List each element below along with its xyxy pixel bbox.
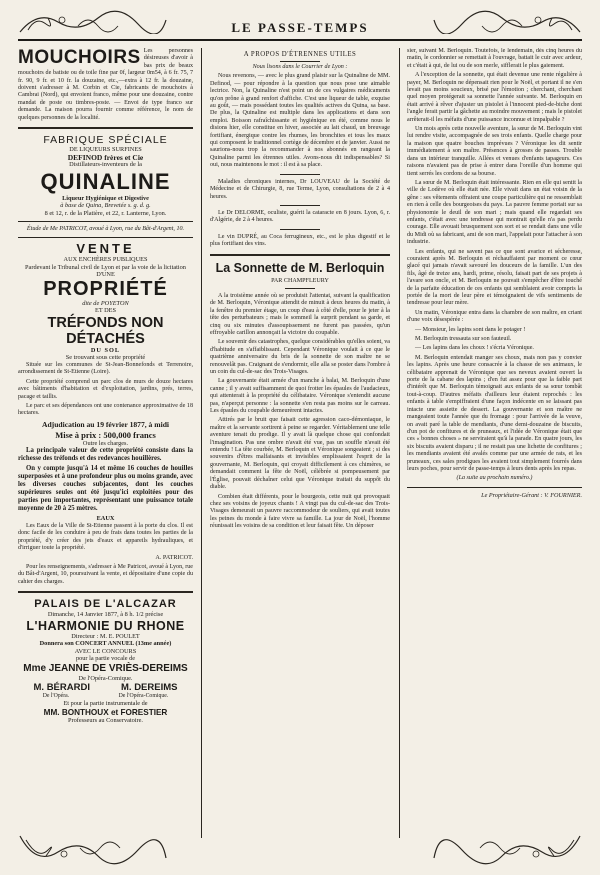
propos-heading: A PROPOS D'ÉTRENNES UTILES (243, 51, 357, 58)
berardi-name: M. BÉRARDI (33, 682, 90, 694)
vente-ad (18, 226, 193, 586)
concours-line: AVEC LE CONCOURS (74, 647, 137, 655)
et-des-line: ET DES (94, 307, 117, 315)
divider (18, 591, 193, 593)
story-paragraph: M. Berloquin tressauta sur son fauteuil. (415, 336, 512, 343)
dune-line: D'UNE (96, 271, 115, 279)
artists-row (18, 682, 193, 693)
quinaline-address: 8 et 12, r. de la Platière, et 22, r. Lanterne, Lyon. (44, 209, 167, 217)
adjudication-line: Adjudication au 19 février 1877, à midi (41, 419, 170, 429)
jeanne-heading: Mme JEANNE DE VRIÈS-DEREIMS (23, 662, 188, 674)
delorme-notice: Le Dr DELORME, oculiste, guérit la cataracte en 8 jours. Lyon, 6, r. d'Algérie, de 2 à 4 heures. (210, 209, 390, 224)
encheres-line: AUX ENCHÈRES PUBLIQUES (63, 256, 148, 264)
divider (285, 288, 315, 289)
directeur-line: Directeur : M. E. POULET (71, 632, 140, 640)
harmonie-heading: L'HARMONIE DU RHONE (26, 618, 185, 633)
outre-line: Outre les charges. (82, 439, 129, 447)
opera-comique-line: De l'Opéra-Comique. (78, 674, 133, 682)
header-ornament-right-icon (432, 8, 582, 34)
story-paragraph: A l'exception de la sonnette, qui était devenue une rente régulière à payer, M. Berloquin ne dépensait rien pour le Noël, et portant il ne s'en levait pas moins soucieux, brisé par l'émotion ; cherchant, cherchant quel moyen protégerait sa sonnette l'année suivante. M. Berloquin en était arrivé à rêver d'ajuster un pistolet à l'innocent pied-de-biche dont l'angle ferait partir la gâchette au moindre mouvement ; mais le pistolet arrêterait-il les méfaits d'une puissance inconnue et impalpable ? (407, 72, 582, 123)
courrier-line: Nous lisons dans le Courrier de Lyon : (252, 64, 348, 70)
story-paragraph: La gouvernante était armée d'un manche à balai, M. Berloquin d'une canne ; il y avait suffisamment de quoi frotter les épaules de l'audacieux, qui attenterait à la propriété du célibataire. Véronique s'entendit aucune pas, n'aperçut personne : la sonnette s'en resta pas moins sur le carreau. Les épaules du coupable demeurèrent intactes. (210, 378, 390, 415)
gerant-line: Le Propriétaire-Gérant : V. FOURNIER. (481, 491, 582, 499)
story-paragraph: — Les lapins dans les choux ! s'écria Véronique. (415, 345, 534, 352)
alcazar-ad (18, 598, 193, 724)
etude-line: Étude de Me PATRICOT, avoué à Lyon, rue du Bât-d'Argent, 10. (26, 226, 185, 233)
concert-line: Donnera son CONCERT ANNUEL (13me année) (39, 640, 172, 648)
suite-line: (La suite au prochain numéro.) (456, 475, 533, 482)
liqueurs-subheading: DE LIQUEURS SURFINES (69, 146, 142, 154)
divider (280, 61, 320, 62)
couches-text: On y compte jusqu'à 14 et même 16 couches de houilles superposées et à une profondeur plus ou moins grande, avec les diverses couches subjacentes, dont les couches supérieures seules ont été jusqu'ici exploitées pour des parties peu importantes, représentant une puissance totale moyenne de 20 à 25 mètres. (18, 465, 193, 513)
du-sol-line: DU SOL (90, 346, 121, 354)
eaux-heading: EAUX (96, 515, 115, 523)
mouchoirs-text: Les personnes désireuses d'avoir à bas prix de beaux mouchoirs de batiste ou de toile fine par 0f, largeur 0m54, à 6 fr. 75, 7 fr. 90, 9 fr. et 10 fr. la douzaine, etc.,—extra à 12 fr. la douzaine, doivent s'adresser à M. Corbin et Cie, fabricants de mouchoirs à Cambrai (Nord), qui envoient franco, même pour une douzaine, contre mandat de poste ou timbres-poste. — Envoi de type franco sur demande. La maison pourra fournir comme référence, le nom de quelques personnes de la localité. (18, 48, 193, 121)
propriete-heading: PROPRIÉTÉ (43, 277, 168, 300)
story-paragraph: A la troisième année où se produisit l'attentat, suivant la qualification de M. Berloquin, Véronique attendit de minuit à deux heures du matin, à la fenêtre du premier étage, un coup d'eau à côté d'elle, pour le jeter à la tête des perturbateurs ; mais le sommeil la surprit pendant sa garde, et cinq ou six minutes d'assoupissement ne furent pas passées, qu'un effroyable carillon annonçait la victoire du coupable. (210, 292, 390, 336)
sonnette-heading: La Sonnette de M. Berloquin (215, 260, 385, 275)
dupre-notice: Le vin DUPRÉ, au Coca ferrugineux, etc., est le plus digestif et le plus fortifiant des vins. (210, 233, 390, 248)
artists-sub-row (18, 693, 193, 700)
column-divider (201, 48, 202, 838)
column-articles (210, 48, 390, 788)
story-paragraph: La sœur de M. Berloquin était intéressante. Rien en elle qui sentit la ville de Lodève où elle était née. Elle vivait dans un état voisin de la gêne : ses vêtements offraient une coupe particulière qui ne ressemblait en rien à celle des bourgeoises du pays. La pauvre femme portait sur sa physionomie le deuil de son mari ; mais quand elle regardait ses enfants, c'était avec une tendresse qui montrait qu'elle n'a pas perdu courage. Elle avouait brusquement son sort et se rendait dans une ville du Midi où sa fabricant, ami de son mari, l'appelait pour l'attacher à son industrie. (407, 179, 582, 246)
berardi-sub: De l'Opéra. (42, 693, 70, 700)
footer-ornament-right-icon (432, 832, 582, 868)
pour-line: pour la partie vocale de (75, 655, 136, 663)
divider (18, 127, 193, 129)
divider (407, 487, 582, 488)
maladies-notice: Maladies chroniques internes, Dr LOUVEAU de la Société de Médecine et de Chirurgie, 8, rue Terme, Lyon, consultations de 2 à 4 heures. (210, 178, 390, 200)
valeur-text: La principale valeur de cette propriété consiste dans la richesse des tréfonds et des redevances houillères. (18, 447, 193, 463)
base-line: à base de Quina, Brevetée s. g. d. g. (60, 202, 151, 210)
quinaline-ad (18, 134, 193, 217)
quinaline-heading: QUINALINE (40, 168, 171, 194)
monthoux-heading: MM. BONTHOUX et FORESTIER (43, 707, 168, 717)
definod-name: DEFINOD frères et Cie (67, 152, 144, 162)
situees-line: Se trouvant sous cette propriété (65, 354, 146, 362)
divider (18, 237, 193, 238)
story-paragraph: Combien était différents, pour le bourgeois, cette nuit qui provoquait chez ses voisins de joyeux chants ! A vingt pas du cul-de-sac des Trois-Visages demeurait un pauvre raccommodeur de souliers, qui avait toutes les peines du monde à faire vivre sa famille. La jour de Noël, l'homme réunissait les voisins de sa condition et leur faisait fête. Un déposer (210, 493, 390, 530)
trefonds-heading: TRÉFONDS NON DÉTACHÉS (47, 314, 164, 347)
author-line: PAR CHAMPFLEURY (271, 277, 329, 284)
patricot-sign: A. PATRICOT. (155, 554, 193, 562)
composition-text: Cette propriété comprend un parc clos de murs de douze hectares avec bâtiments d'habitation et d'exploitation, jardins, prés, terres, pacage et taillis. (18, 378, 193, 400)
story-paragraph: Un matin, Véronique entra dans la chambre de son maître, en criant d'une voix désespérée : (407, 309, 582, 324)
story-paragraph: M. Berloquin entendait manger ses choux, mais non pas y convier les lapins. Après une heure consacrée à la chasse de ses animaux, le célibataire apprenait de Véronique que ses neveux avaient ouvert la porte de la cabane des lapins ; d'en fut assez pour que la faible part d'intérêt que M. Berloquin témoignait aux enfants de sa sœur tombât tout-à-coup. D'autres méfaits d'ailleurs leur étaient reprochés : les enfants à table s'empiffraient d'une façon indécente en se laissant pas intacte une assiette de dessert. La gouvernante et son maître ne mangeaient toute l'année que du fromage : pour l'arrivée de la veuve, on avait paré la table de mendiants, d'une demi-douzaine de biscuits, d'un pot de confitures et de pruneaux, et l'idée de Véronique était que ces « bonnes choses » ne serviraient qu'à la parade. En quatre jours, les six biscuits avaient disparu ; il ne restait pas une lichette de confitures ; les mendiants avaient été avalés comme par une armée de rats, et les pruneaux, ces sales prodigues les avaient tout simplement fourrés dans leurs poches, pour servir de passe-temps à leurs dents après les repas. (407, 354, 582, 472)
newspaper-page (18, 8, 582, 868)
story-paragraph: Les enfants, qui ne savent pas ce que sont avarice et sécheresse, couraient après M. Berloquin et réchauffaient par moment ce cœur glacé qui jamais n'avait savouré les douceurs de la famille. L'un des fils, âgé de treize ans, hardi, prime, résolu, faisait part de ses projets à l'avare son oncle, et M. Berloquin ne pouvait s'empêcher d'être touché de la parfaite éducation de ces enfants qui semblaient avoir compris la portée de la mort de leur père et témoignaient de vifs sentiments de tendresse pour leur mère. (407, 248, 582, 307)
renseignements-text: Pour les renseignements, s'adresser à Me Patricot, avoué à Lyon, rue du Bât-d'Argent, 10, poursuivant la vente, et dépositaire d'une copie du cahier des charges. (18, 563, 193, 585)
dereims-sub: De l'Opéra-Comique. (118, 693, 169, 700)
page-header (18, 8, 582, 44)
tribunal-line: Pardevant le Tribunal civil de Lyon et par la voie de la licitation (25, 263, 186, 271)
header-rule (18, 39, 582, 41)
story-paragraph: sier, suivant M. Berloquin. Toutefois, le lendemain, dès cinq heures du matin, le cordonnier se remettait à l'ouvrage, battait le cuir avec ardeur, et c'était à qui, de lui ou de son merle, sifflerait le plus gaiement. (407, 48, 582, 69)
column-advertisements (18, 48, 193, 788)
divider (280, 229, 320, 230)
story-paragraph: — Monsieur, les lapins sont dans le potager ! (415, 326, 526, 333)
liqueur-tonique-line: Liqueur Hygiénique et Digestive (62, 194, 149, 202)
alcazar-heading: PALAIS DE L'ALCAZAR (34, 598, 177, 611)
situation-text: Située sur les communes de St-Jean-Bonnefonds et Terrenoire, arrondissement de St-Etienne (Loire). (18, 361, 193, 376)
parc-text: Le parc et ses dépendances ont une contenance approximative de 18 hectares. (18, 403, 193, 417)
footer-ornament-left-icon (18, 832, 168, 868)
vente-heading: VENTE (76, 241, 135, 257)
dite-line: dite de POYETON (82, 299, 129, 307)
distillateurs-line: Distillateurs-inventeurs de la (69, 161, 142, 169)
divider (210, 254, 390, 256)
divider (280, 205, 320, 206)
dereims-name: M. DEREIMS (121, 682, 178, 694)
page-title: LE PASSE-TEMPS (231, 20, 369, 35)
divider (280, 174, 320, 175)
mouchoirs-ad (18, 48, 193, 122)
instrumentale-line: Et pour la partie instrumentale de (63, 700, 148, 708)
mise-a-prix-line: Mise à prix : 500,000 francs (55, 429, 156, 440)
story-paragraph: Un mois après cette nouvelle aventure, la sœur de M. Berloquin vint lui rendre visite, accompagnée de ses trois enfants. Quelle charge pour la maison que quatre bouches imprévues ? Véronique les dit sentir immédiatement à son maître. Présences à grosses de passes. Trouble dans un intérieur tranquille. Allées et venues d'enfants tapageurs. Ces raisons n'avaient pas de prise à entrer dans l'oreille d'un homme qui tient serrés les cordons de sa bourse. (407, 126, 582, 177)
fabrique-heading: FABRIQUE SPÉCIALE (43, 134, 168, 147)
professeurs-line: Professeurs au Conservatoire. (67, 716, 144, 724)
propos-text: Nous revenons, — avec le plus grand plaisir sur la Quinaline de MM. Definod, — pour répondre à la question que nous pose une aimable lectrice. Non, la Quinaline n'est point un de ces vulgaires médicaments qu'on prône à grand renfort d'affiche. C'est une liqueur de table, exquise au goût, — mais possédant toutes les qualités actives du Quina, sa base. De plus, la Quinaline est multiple dans les applications et dans son emploi. Boisson rafraîchissante et hygiénique en été, comme nous le disions hier, elle constitue en hiver, associée au lait chaud, un breuvage fortifiant, énergique contre les rhumes, les bronchites et tous les maux qui composent le traditionnel cortège de décembre et de janvier. Aussi ne saurions-nous trop la recommander à nos abonnés en rangeant la Quinaline parmi les étrennes utiles. Avons-nous dit indispensables? Si oui, nous maintenons le mot : il est à sa place. (210, 73, 390, 169)
column-divider (399, 48, 400, 838)
column-story-continued (407, 48, 582, 788)
mouchoirs-heading: MOUCHOIRS (18, 48, 141, 68)
story-paragraph: Attirés par le bruit que faisait cette agression caco-démoniaque, le maître et la servante sortirent à peine se regarder. Véritablement une telle aventure tenait du prodige. Il y avait là quelque chose qui confondait l'imagination. Pas une ombre n'avait été vue, pas un souffle n'avait été entendu ! La tête courbée, M. Berloquin et Véronique songeaient ; si des souvenirs d'êtres malfaisants et invisibles emplissaient l'esprit de la gouvernante, M. Berloquin, qui croyait difficilement à ces chimères, se demandait comment la fête de Noël, célébrée si pompeusement par l'Église, pouvait déchaîner celui que Véronique traitait du suppôt du diable. (210, 417, 390, 491)
dimanche-line: Dimanche, 14 Janvier 1877, à 8 h. 1/2 précise (47, 611, 164, 619)
divider (18, 221, 193, 222)
eaux-text: Les Eaux de la Ville de St-Etienne passent à la porte du clos. Il est donc facile de les conduire à peu de frais dans toutes les parties de la propriété, d'y créer des jets d'eaux et appareils hydrauliques, et d'irriguer toute la propriété. (18, 522, 193, 552)
story-paragraph: Le souvenir des catastrophes, quelque considérables qu'elles soient, va d'habitude en s'affaiblissant. Cependant Véronique voulait à ce que le quatrième anniversaire du bris de la sonnette de son maître ne se renouvelât pas. Craignant de s'endormir, elle alla se poster dans l'ombre à un coin du cul-de-sac des Trois-Visages. (210, 339, 390, 375)
